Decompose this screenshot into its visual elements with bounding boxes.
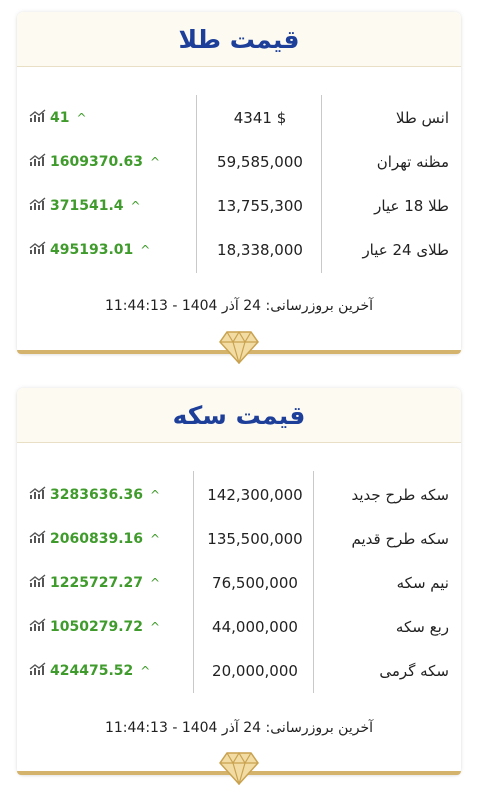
price-row: [17, 651, 461, 691]
change-cell: [29, 109, 87, 127]
chart-up-icon: [29, 530, 47, 548]
arrow-up-icon: ^: [150, 488, 161, 502]
arrow-up-icon: ^: [150, 155, 161, 169]
change-value: 41: [50, 110, 70, 126]
price-value: 18,338,000: [217, 241, 303, 259]
price-value: 13,755,300: [217, 197, 303, 215]
arrow-up-icon: ^: [76, 111, 87, 125]
gold-last-update: آخرین بروزرسانی: 24 آذر 1404 - 11:44:13: [104, 298, 373, 314]
chart-up-icon: [29, 109, 47, 127]
item-name: ربع سکه: [395, 618, 449, 636]
price-value: 59,585,000: [217, 153, 303, 171]
change-value: 1225727.27: [50, 575, 143, 591]
change-value: 371541.4: [50, 198, 124, 214]
price-row: [17, 142, 461, 182]
change-value: 3283636.36: [50, 487, 143, 503]
price-value: 135,500,000: [207, 530, 303, 548]
change-cell: [29, 574, 160, 592]
chart-up-icon: [29, 153, 47, 171]
change-value: 1609370.63: [50, 154, 143, 170]
price-row: [17, 186, 461, 226]
change-value: 2060839.16: [50, 531, 143, 547]
change-cell: [29, 153, 160, 171]
arrow-up-icon: ^: [150, 532, 161, 546]
change-value: 495193.01: [50, 242, 134, 258]
chart-up-icon: [29, 197, 47, 215]
price-value: 44,000,000: [212, 618, 298, 636]
item-name: طلا 18 عیار: [374, 197, 449, 215]
chart-up-icon: [29, 486, 47, 504]
price-row: [17, 563, 461, 603]
arrow-up-icon: ^: [150, 620, 161, 634]
price-row: [17, 475, 461, 515]
change-cell: [29, 197, 141, 215]
coin-price-card: [17, 388, 461, 775]
change-cell: [29, 486, 160, 504]
price-value: 76,500,000: [212, 574, 298, 592]
change-value: 1050279.72: [50, 619, 143, 635]
diamond-icon: [219, 330, 259, 364]
chart-up-icon: [29, 241, 47, 259]
diamond-icon: [219, 751, 259, 785]
price-value: 4341 $: [233, 109, 287, 127]
coin-card-header: [17, 388, 461, 443]
arrow-up-icon: ^: [130, 199, 141, 213]
item-name: نیم سکه: [396, 574, 449, 592]
chart-up-icon: [29, 618, 47, 636]
price-row: [17, 98, 461, 138]
price-row: [17, 519, 461, 559]
item-name: مظنه تهران: [376, 153, 449, 171]
arrow-up-icon: ^: [140, 243, 151, 257]
item-name: سکه طرح جدید: [351, 486, 449, 504]
change-value: 424475.52: [50, 663, 134, 679]
chart-up-icon: [29, 662, 47, 680]
gold-price-card: [17, 12, 461, 354]
chart-up-icon: [29, 574, 47, 592]
change-cell: [29, 530, 160, 548]
coin-card-title: قیمت سکه: [172, 400, 306, 430]
gold-card-header: [17, 12, 461, 67]
item-name: انس طلا: [395, 109, 449, 127]
change-cell: [29, 241, 150, 259]
arrow-up-icon: ^: [150, 576, 161, 590]
item-name: طلای 24 عیار: [362, 241, 449, 259]
price-value: 142,300,000: [207, 486, 303, 504]
item-name: سکه طرح قدیم: [351, 530, 449, 548]
change-cell: [29, 618, 160, 636]
change-cell: [29, 662, 150, 680]
arrow-up-icon: ^: [140, 664, 151, 678]
coin-last-update: آخرین بروزرسانی: 24 آذر 1404 - 11:44:13: [104, 720, 373, 736]
price-row: [17, 607, 461, 647]
price-value: 20,000,000: [212, 662, 298, 680]
item-name: سکه گرمی: [379, 662, 449, 680]
price-row: [17, 230, 461, 270]
gold-card-title: قیمت طلا: [178, 24, 300, 54]
